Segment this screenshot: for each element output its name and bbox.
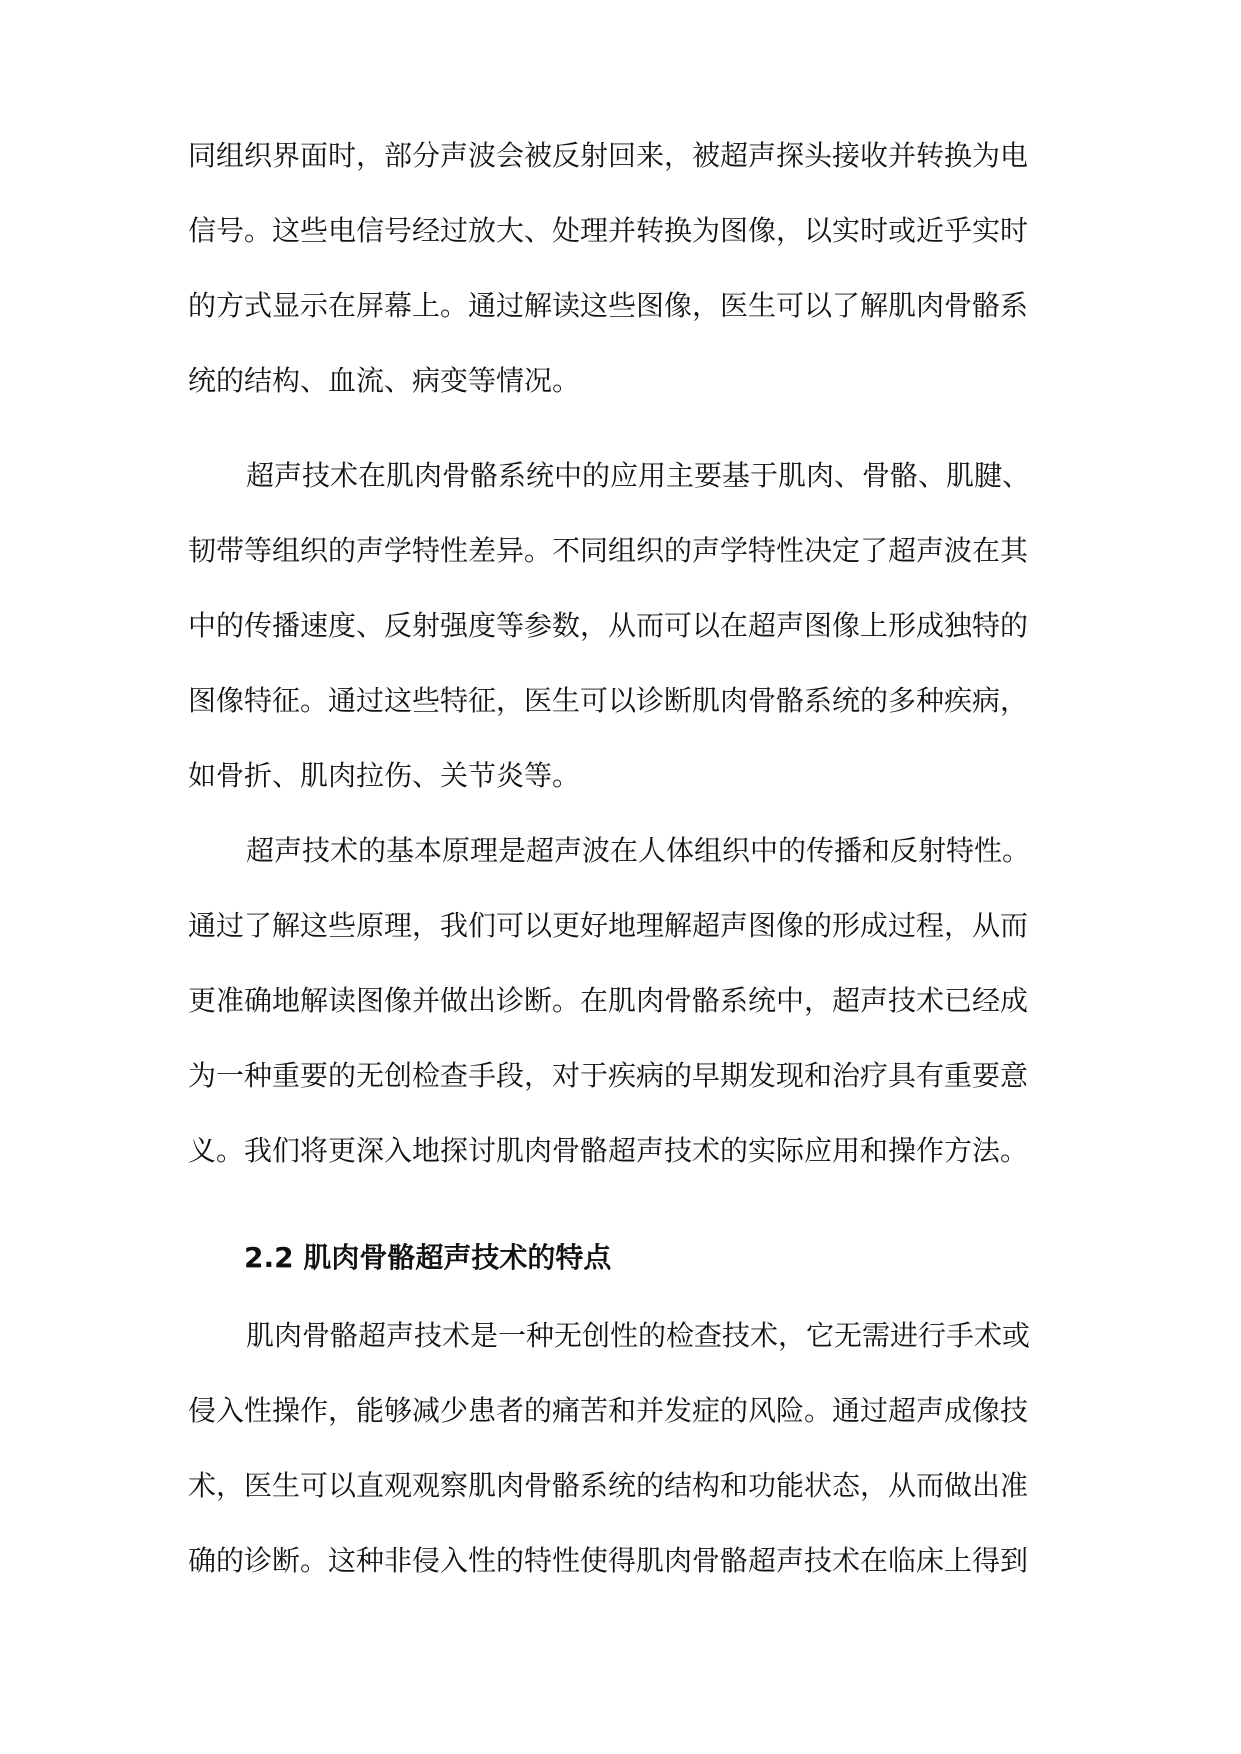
paragraph-2-line-4: 图像特征。通过这些特征，医生可以诊断肌肉骨骼系统的多种疾病， xyxy=(188,684,1029,717)
section-heading: 2.2 肌肉骨骼超声技术的特点 xyxy=(244,1241,612,1274)
paragraph-1-line-2: 信号。这些电信号经过放大、处理并转换为图像，以实时或近乎实时 xyxy=(188,214,1029,247)
paragraph-3-line-5: 义。我们将更深入地探讨肌肉骨骼超声技术的实际应用和操作方法。 xyxy=(188,1134,1029,1167)
paragraph-3-line-1: 超声技术的基本原理是超声波在人体组织中的传播和反射特性。 xyxy=(246,834,1031,867)
paragraph-4-line-4: 确的诊断。这种非侵入性的特性使得肌肉骨骼超声技术在临床上得到 xyxy=(188,1544,1029,1577)
paragraph-2-line-1: 超声技术在肌肉骨骼系统中的应用主要基于肌肉、骨骼、肌腱、 xyxy=(246,459,1031,492)
paragraph-1-line-4: 统的结构、血流、病变等情况。 xyxy=(188,364,581,397)
paragraph-2-line-2: 韧带等组织的声学特性差异。不同组织的声学特性决定了超声波在其 xyxy=(188,534,1029,567)
paragraph-1-line-3: 的方式显示在屏幕上。通过解读这些图像，医生可以了解肌肉骨骼系 xyxy=(188,289,1029,322)
paragraph-4-line-2: 侵入性操作，能够减少患者的痛苦和并发症的风险。通过超声成像技 xyxy=(188,1394,1029,1427)
paragraph-3-line-2: 通过了解这些原理，我们可以更好地理解超声图像的形成过程，从而 xyxy=(188,909,1029,942)
paragraph-3-line-4: 为一种重要的无创检查手段，对于疾病的早期发现和治疗具有重要意 xyxy=(188,1059,1029,1092)
paragraph-3-line-3: 更准确地解读图像并做出诊断。在肌肉骨骼系统中，超声技术已经成 xyxy=(188,984,1029,1017)
paragraph-4-line-3: 术，医生可以直观观察肌肉骨骼系统的结构和功能状态，从而做出准 xyxy=(188,1469,1029,1502)
paragraph-4-line-1: 肌肉骨骼超声技术是一种无创性的检查技术，它无需进行手术或 xyxy=(246,1319,1031,1352)
paragraph-2-line-3: 中的传播速度、反射强度等参数，从而可以在超声图像上形成独特的 xyxy=(188,609,1029,642)
paragraph-2-line-5: 如骨折、肌肉拉伤、关节炎等。 xyxy=(188,759,581,792)
paragraph-1-line-1: 同组织界面时，部分声波会被反射回来，被超声探头接收并转换为电 xyxy=(188,139,1029,172)
